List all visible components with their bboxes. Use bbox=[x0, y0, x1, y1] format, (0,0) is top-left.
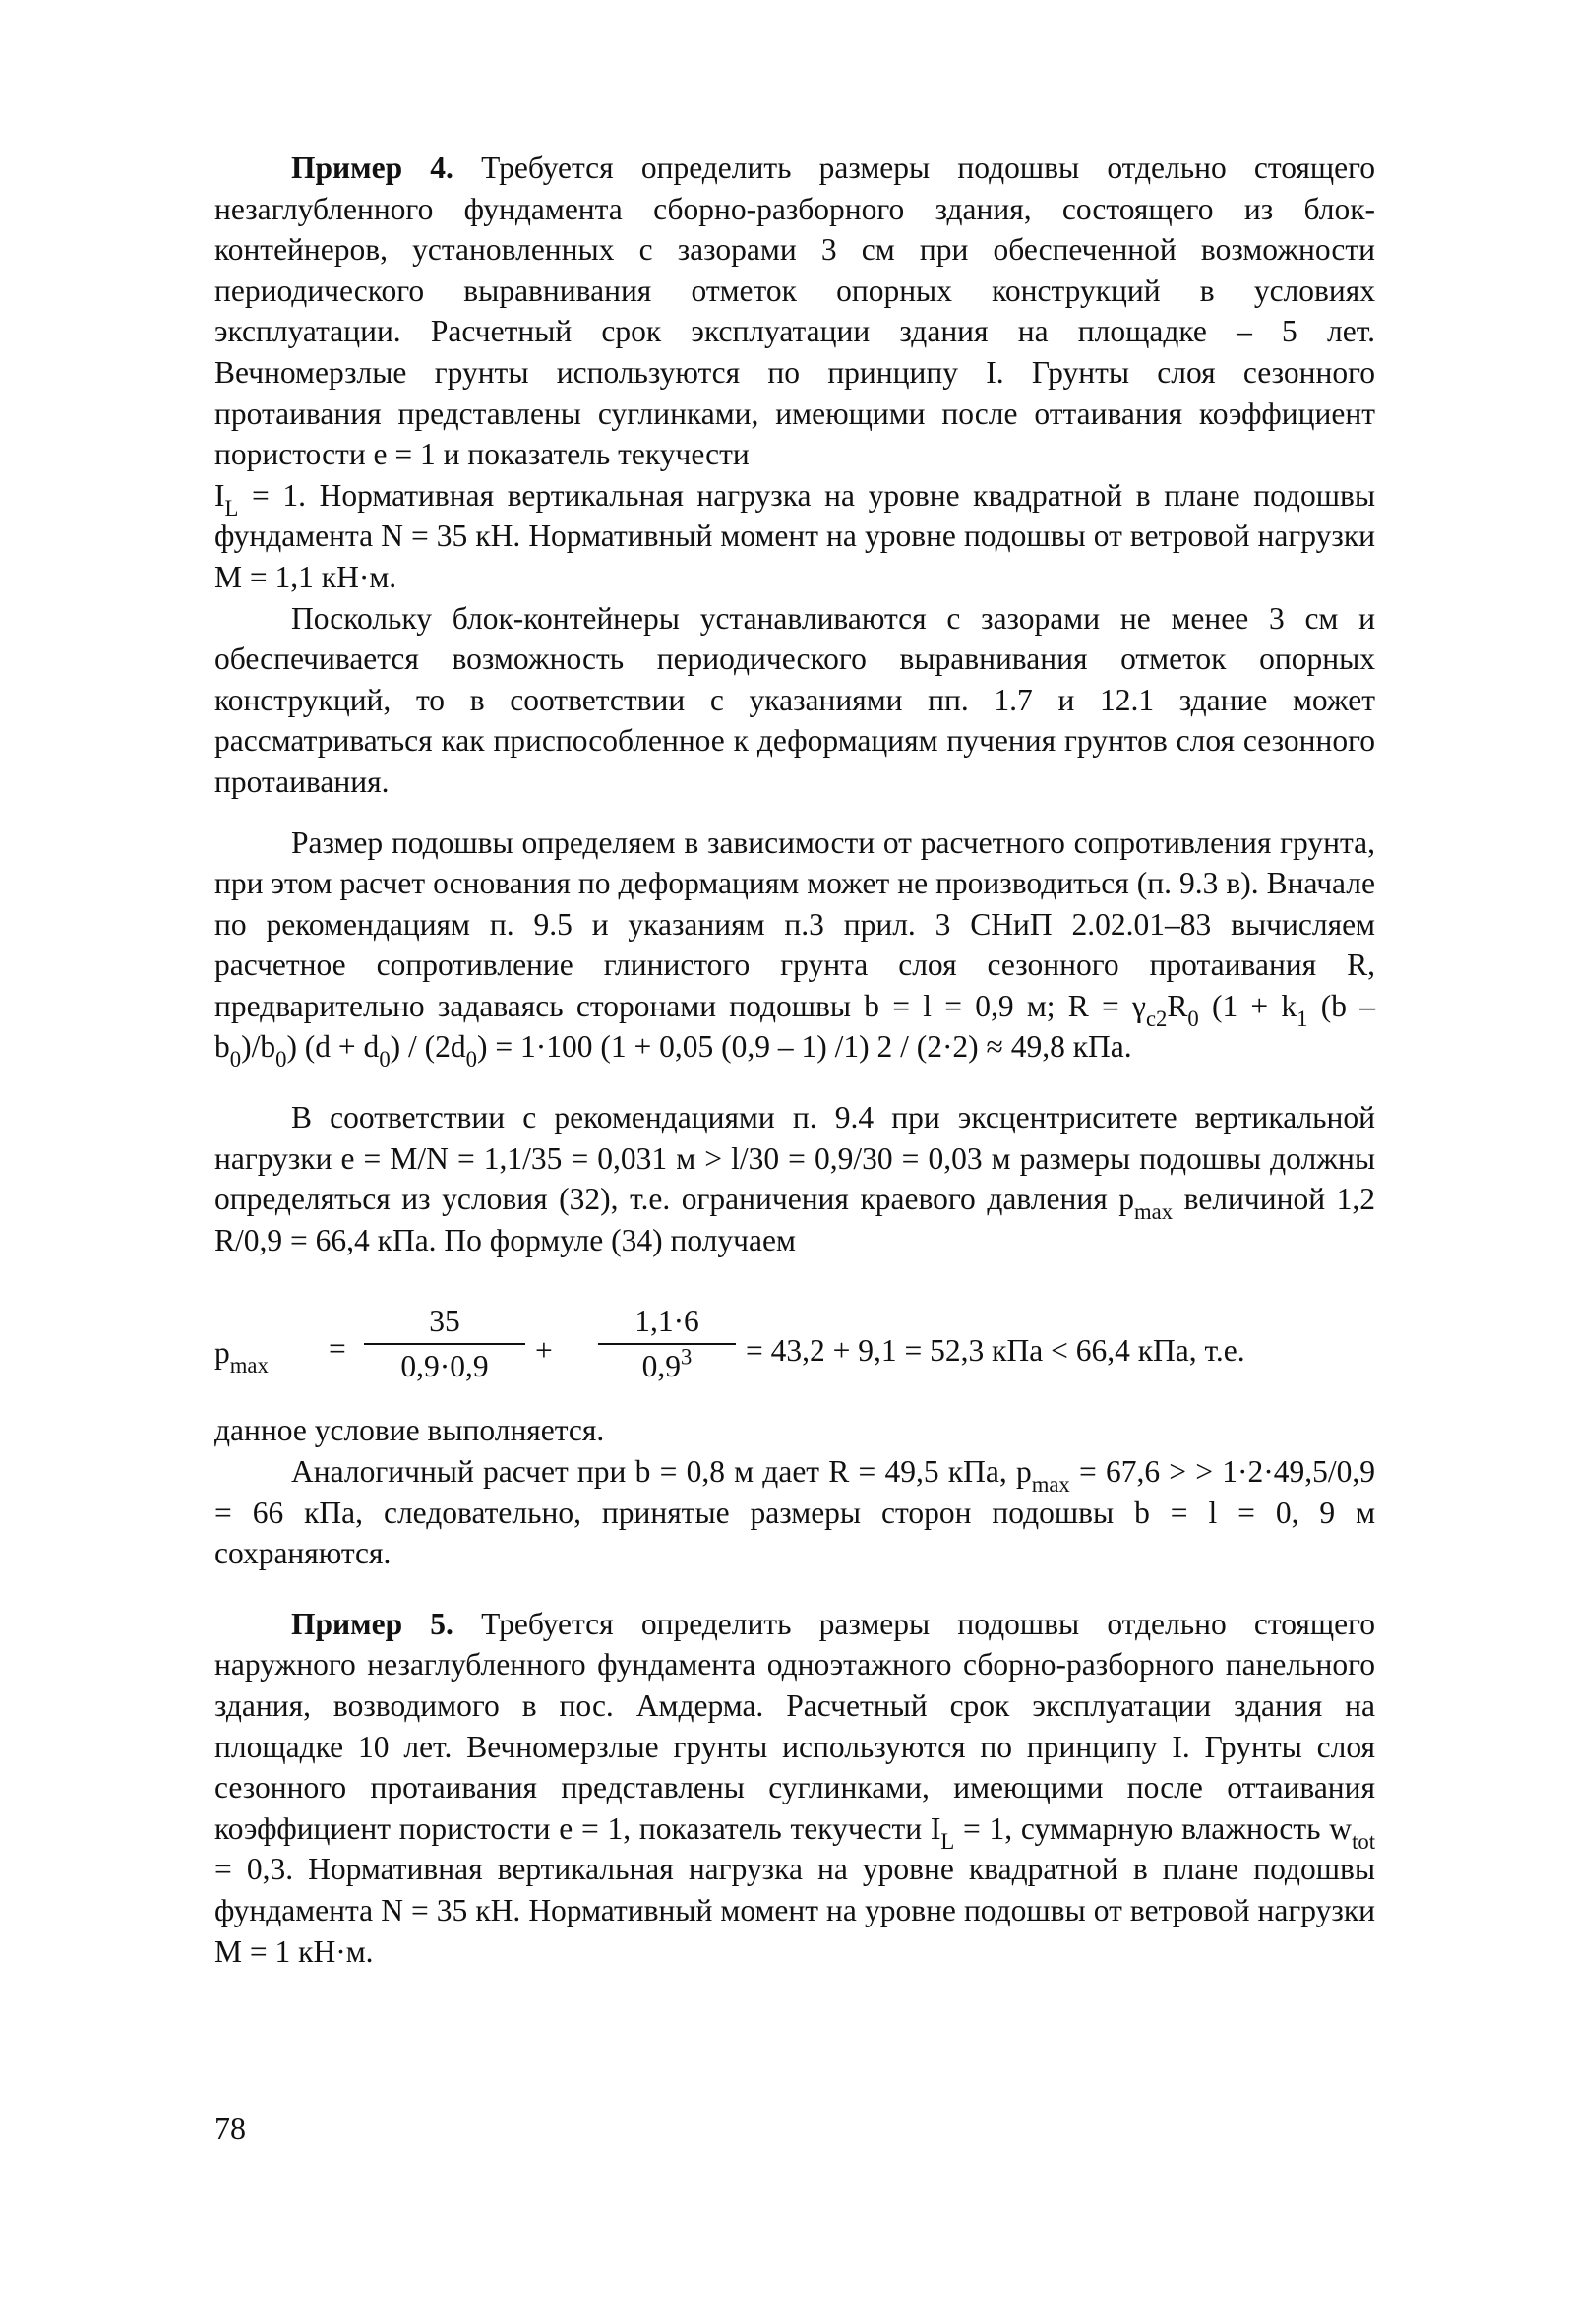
eccentricity-text-b: величиной 1,2 R/0,9 = 66,4 кПа. По формуле (34) получаем bbox=[214, 1182, 1375, 1257]
sub-0d: 0 bbox=[379, 1047, 391, 1072]
page-number: 78 bbox=[214, 2110, 246, 2146]
example-5-text-b: = 1, суммарную влажность w bbox=[954, 1810, 1353, 1846]
resistance-text-g: ) / (2d bbox=[390, 1029, 466, 1065]
fraction-2-denominator bbox=[598, 1345, 736, 1384]
example-4-label: Пример 4. bbox=[291, 151, 453, 185]
example-5-sub-tot: tot bbox=[1352, 1828, 1375, 1854]
example-5-label: Пример 5. bbox=[291, 1606, 453, 1641]
pmax-formula bbox=[214, 1304, 1375, 1410]
paragraph-resistance bbox=[214, 823, 1375, 1072]
fraction-1-denominator: 0,9·0,9 bbox=[400, 1349, 489, 1384]
formula-rhs: = 43,2 + 9,1 = 52,3 кПа < 66,4 кПа, т.е. bbox=[746, 1333, 1245, 1369]
resistance-text-f: ) (d + d bbox=[286, 1029, 380, 1065]
fraction-1 bbox=[364, 1304, 525, 1384]
example-4-text-end: = 1. Нормативная вертикальная нагрузка на уровне квадратной в плане подошвы фундамента N = 35 кН. Нормативный момент на уровне подошвы от ветровой нагрузки M = 1,1 кН·м. bbox=[214, 477, 1375, 594]
formula-lhs bbox=[214, 1335, 269, 1378]
paragraph-eccentricity bbox=[214, 1097, 1375, 1260]
paragraph-similar-calc bbox=[214, 1451, 1375, 1574]
fraction-2 bbox=[598, 1304, 736, 1384]
fraction-2-denominator-exponent: 3 bbox=[681, 1344, 693, 1370]
fraction-2-denominator-base: 0,9 bbox=[641, 1349, 682, 1384]
similar-calc-text-a: Аналогичный расчет при b = 0,8 м дает R = 49,5 кПа, p bbox=[291, 1454, 1032, 1490]
sub-0c: 0 bbox=[275, 1047, 287, 1072]
paragraph-condition bbox=[214, 1410, 1375, 1451]
resistance-text-c: (1 + k bbox=[1198, 988, 1297, 1023]
resistance-text-d: (b – b bbox=[214, 988, 1375, 1065]
page-body bbox=[214, 148, 1375, 1972]
resistance-text-h: ) = 1·100 (1 + 0,05 (0,9 – 1) /1) 2 / (2·2) ≈ 49,8 кПа. bbox=[476, 1029, 1132, 1065]
paragraph-containers bbox=[214, 598, 1375, 803]
sub-max: max bbox=[1134, 1199, 1174, 1225]
formula-equals: = bbox=[329, 1331, 346, 1367]
example-5-paragraph bbox=[214, 1604, 1375, 1972]
similar-calc-sub-max: max bbox=[1031, 1472, 1070, 1498]
sub-0b: 0 bbox=[229, 1047, 242, 1072]
example-4-paragraph bbox=[214, 148, 1375, 598]
eccentricity-text-a: В соответствии с рекомендациями п. 9.4 при эксцентриситете вертикальной нагрузки e = M/N = 1,1/35 = 0,031 м > l/30 = 0,9/30 = 0,03 м размеры подошвы должны определяться из условия (32), т.е. ограничения краевого давления p bbox=[214, 1100, 1375, 1217]
fraction-2-numerator: 1,1·6 bbox=[598, 1304, 736, 1345]
example-5-sub-l: L bbox=[940, 1828, 955, 1854]
sub-1: 1 bbox=[1297, 1007, 1308, 1032]
example-4-text: Требуется определить размеры подошвы отдельно стоящего незаглубленного фундамента сборно-разборного здания, состоящего из блок-контейнеров, установленных с зазорами 3 см при обеспеченной возможности периодического выравнивания отметок опорных конструкций в условиях эксплуатации. Расчетный срок эксплуатации здания на площадке – 5 лет. Вечномерзлые грунты используются по принципу I. Грунты слоя сезонного протаивания представлены суглинками, имеющими после оттаивания коэффициент пористости e = 1 и показатель текучести bbox=[214, 151, 1375, 472]
formula-lhs-symbol: p bbox=[214, 1335, 230, 1371]
il-symbol: I bbox=[214, 477, 225, 513]
sub-0e: 0 bbox=[465, 1047, 477, 1072]
sub-c2: c2 bbox=[1145, 1007, 1168, 1032]
resistance-text-e: )/b bbox=[241, 1029, 276, 1065]
resistance-text-a: Размер подошвы определяем в зависимости от расчетного сопротивления грунта, при этом расчет основания по деформациям может не производиться (п. 9.3 в). Вначале по рекомендациям п. 9.5 и указаниям п.3 прил. 3 СНиП 2.02.01–83 вычисляем расчетное сопротивление глинистого грунта слоя сезонного протаивания R, предварительно задаваясь сторонами подошвы b = l = 0,9 м; R = γ bbox=[214, 825, 1375, 1023]
similar-calc-text-b: = 67,6 > > 1·2·49,5/0,9 = 66 кПа, следовательно, принятые размеры сторон подошвы b = l = 0, 9 м сохраняются. bbox=[214, 1454, 1376, 1571]
formula-lhs-sub: max bbox=[229, 1353, 269, 1378]
resistance-text-b: R bbox=[1167, 988, 1188, 1023]
example-5-text-c: = 0,3. Нормативная вертикальная нагрузка на уровне квадратной в плане подошвы фундамента N = 35 кН. Нормативный момент на уровне подошвы от ветровой нагрузки M = 1 кН·м. bbox=[214, 1852, 1375, 1969]
sub-0a: 0 bbox=[1187, 1007, 1199, 1032]
paragraph-containers-text: Поскольку блок-контейнеры устанавливаются с зазорами не менее 3 см и обеспечивается возможность периодического выравнивания отметок опорных конструкций, то в соответствии с указаниями пп. 1.7 и 12.1 здание может рассматриваться как приспособленное к деформациям пучения грунтов слоя сезонного протаивания. bbox=[214, 600, 1375, 799]
formula-plus: + bbox=[535, 1333, 553, 1369]
fraction-1-numerator: 35 bbox=[364, 1304, 525, 1345]
il-subscript: L bbox=[224, 495, 239, 520]
example-5-text-a: Требуется определить размеры подошвы отдельно стоящего наружного незаглубленного фундамента одноэтажного сборно-разборного панельного здания, возводимого в пос. Амдерма. Расчетный срок эксплуатации здания на площадке 10 лет. Вечномерзлые грунты используются по принципу I. Грунты слоя сезонного протаивания представлены суглинками, имеющими после оттаивания коэффициент пористости e = 1, показатель текучести I bbox=[214, 1606, 1375, 1846]
condition-text: данное условие выполняется. bbox=[214, 1413, 605, 1448]
